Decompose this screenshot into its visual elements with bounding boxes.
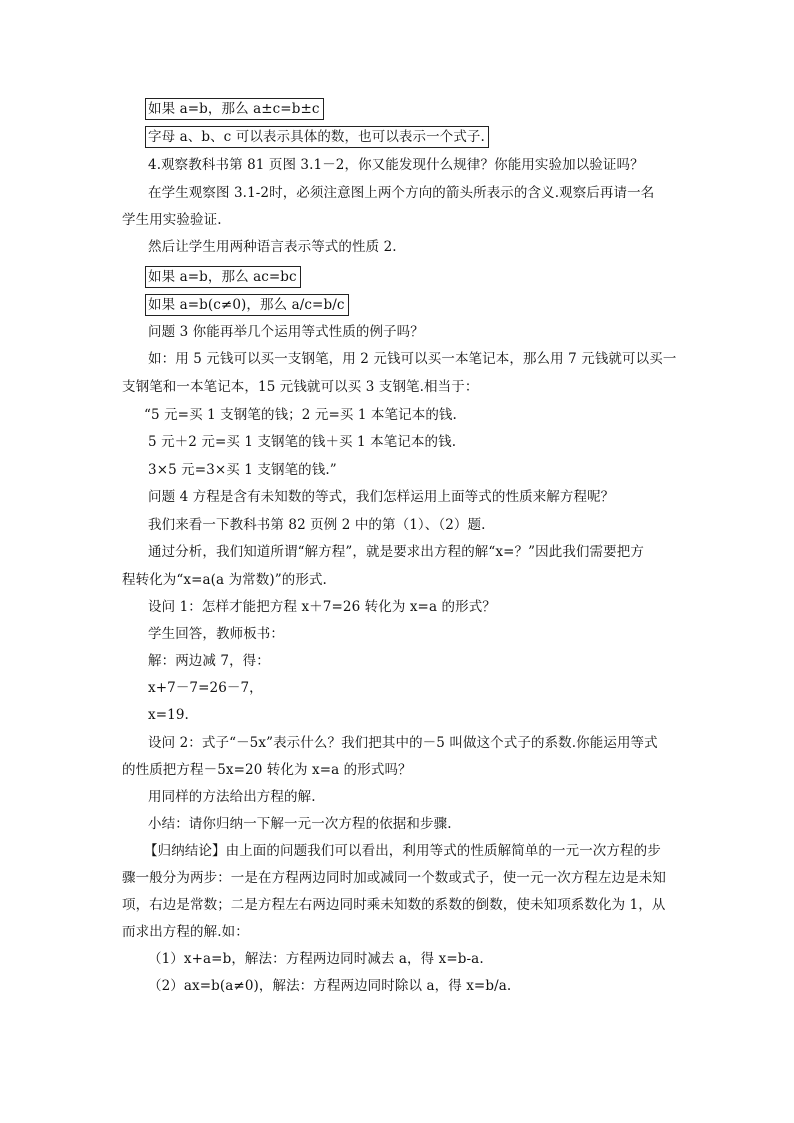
paragraph-line: 用同样的方法给出方程的解. [148,789,316,805]
paragraph-line: 学生回答，教师板书： [148,626,284,642]
paragraph-line: 然后让学生用两种语言表示等式的性质 2. [148,239,397,255]
paragraph-line: 支钢笔和一本笔记本，15 元钱就可以买 3 支钢笔.相当于： [122,379,479,395]
conclusion-line: 骤一般分为两步：一是在方程两边同时加或减同一个数或式子，使一元一次方程左边是未知 [122,870,666,886]
paragraph-line: 我们来看一下教科书第 82 页例 2 中的第（1）、（2）题. [148,517,486,533]
conclusion-line: 【归纳结论】由上面的问题我们可以看出，利用等式的性质解简单的一元一次方程的步 [144,843,661,859]
paragraph-line: 如：用 5 元钱可以买一支钢笔，用 2 元钱可以买一本笔记本，那么用 7 元钱就可以买一 [148,351,677,367]
boxed-formula-division: 如果 a=b(c≠0)，那么 a/c=b/c [145,294,349,316]
example-line: （2）ax=b(a≠0)，解法：方程两边同时除以 a，得 x=b/a. [148,978,512,994]
quote-line: 3×5 元=3×买 1 支钢笔的钱.” [148,462,337,478]
paragraph-line: 4.观察教科书第 81 页图 3.1－2，你又能发现什么规律？你能用实验加以验证吗？ [148,157,644,173]
boxed-formula-addition: 如果 a=b，那么 a±c=b±c [145,98,324,120]
conclusion-line: 项，右边是常数；二是方程左右两边同时乘未知数的系数的倒数，使未知项系数化为 1，从 [122,897,666,913]
paragraph-line: 设问 1：怎样才能把方程 x＋7=26 转化为 x=a 的形式？ [148,599,496,615]
example-line: （1）x+a=b，解法：方程两边同时减去 a，得 x=b-a. [148,951,484,967]
quote-line: “5 元=买 1 支钢笔的钱；2 元=买 1 本笔记本的钱. [144,407,457,423]
paragraph-line: 通过分析，我们知道所谓“解方程”，就是要求出方程的解“x=？”因此我们需要把方 [148,544,644,560]
quote-line: 5 元＋2 元=买 1 支钢笔的钱＋买 1 本笔记本的钱. [148,434,457,450]
paragraph-line: 的性质把方程－5x=20 转化为 x=a 的形式吗？ [122,762,412,778]
paragraph-line: 程转化为“x=a(a 为常数)”的形式. [122,572,327,588]
paragraph-line: 设问 2：式子“－5x”表示什么？我们把其中的－5 叫做这个式子的系数.你能运用等式 [148,735,658,751]
conclusion-line: 而求出方程的解.如： [122,924,249,940]
boxed-note-letters: 字母 a、b、c 可以表示具体的数，也可以表示一个式子. [145,126,489,148]
solution-step: x=19. [148,707,189,723]
paragraph-line: 学生用实验验证. [122,212,222,228]
question-heading: 问题 4 方程是含有未知数的等式，我们怎样运用上面等式的性质来解方程呢？ [148,489,615,505]
paragraph-line: 在学生观察图 3.1-2时，必须注意图上两个方向的箭头所表示的含义.观察后再请一名 [148,185,655,201]
boxed-formula-multiplication: 如果 a=b，那么 ac=bc [145,266,301,288]
solution-step: 解：两边减 7，得： [148,653,270,669]
solution-step: x+7－7=26－7， [148,680,263,696]
question-heading: 问题 3 你能再举几个运用等式性质的例子吗？ [148,324,424,340]
paragraph-line: 小结：请你归纳一下解一元一次方程的依据和步骤. [148,816,452,832]
